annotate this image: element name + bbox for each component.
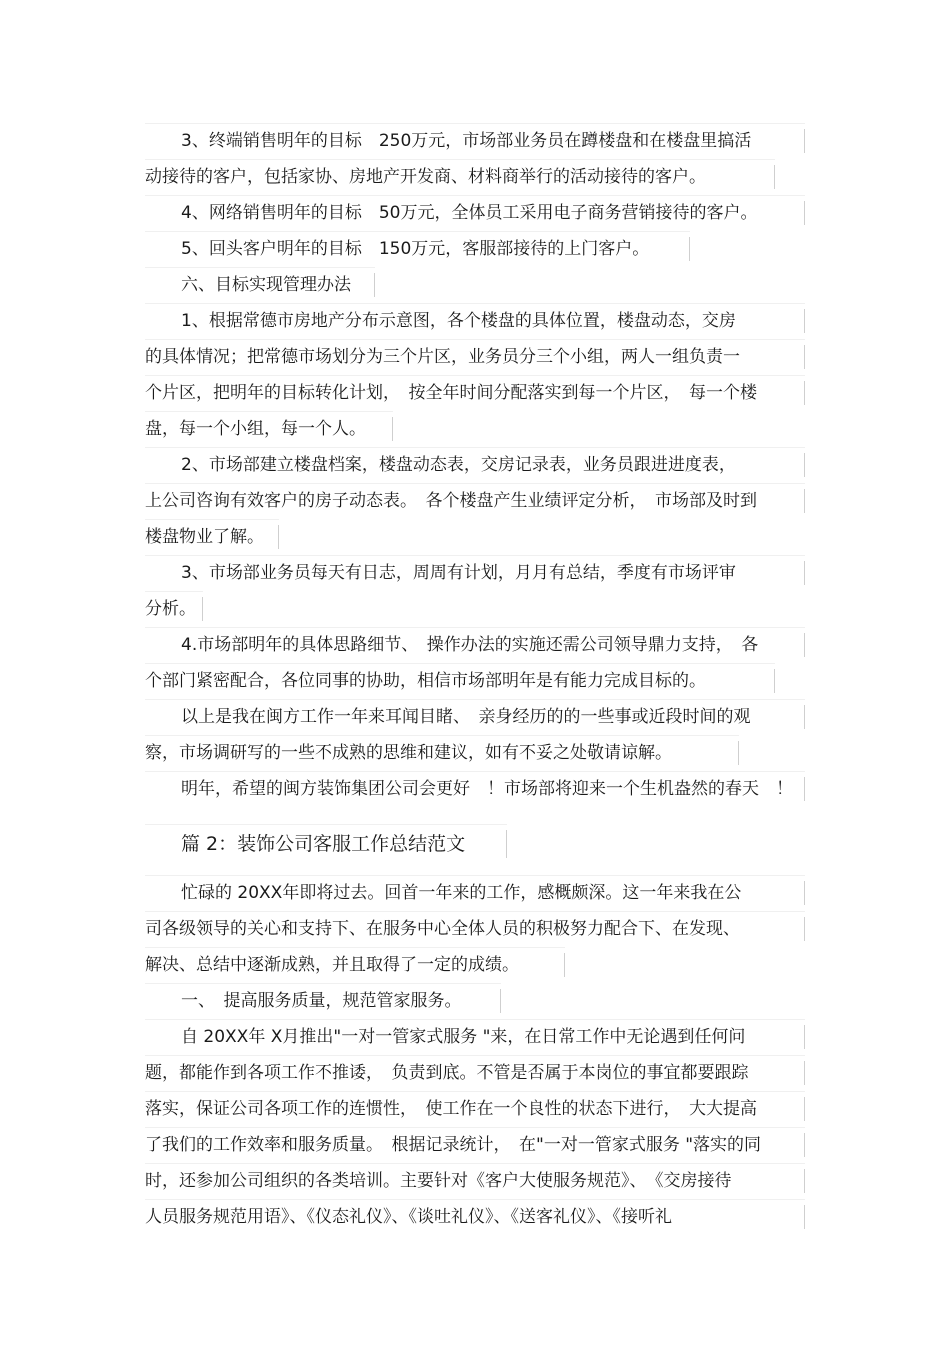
text-line: 司各级领导的关心和支持下、在服务中心全体人员的积极努力配合下、在发现、	[145, 911, 805, 947]
text-line: 人员服务规范用语》、《仪态礼仪》、《谈吐礼仪》、《送客礼仪》、《接听礼	[145, 1199, 805, 1235]
text-line: 3、终端销售明年的目标 250万元，市场部业务员在蹲楼盘和在楼盘里搞活	[145, 123, 805, 159]
text-line: 5、回头客户明年的目标 150万元，客服部接待的上门客户。	[145, 231, 690, 267]
text-line: 题，都能作到各项工作不推诿， 负责到底。不管是否属于本岗位的事宜都要跟踪	[145, 1055, 805, 1091]
text-line: 1、根据常德市房地产分布示意图，各个楼盘的具体位置，楼盘动态，交房	[145, 303, 805, 339]
text-line: 的具体情况；把常德市场划分为三个片区，业务员分三个小组，两人一组负责一	[145, 339, 805, 375]
text-line: 解决、总结中逐渐成熟，并且取得了一定的成绩。	[145, 947, 565, 983]
text-line: 楼盘物业了解。	[145, 519, 279, 555]
text-line: 个片区，把明年的目标转化计划， 按全年时间分配落实到每一个片区， 每一个楼	[145, 375, 805, 411]
text-line: 察，市场调研写的一些不成熟的思维和建议，如有不妥之处敬请谅解。	[145, 735, 739, 771]
text-line: 自 20XX年 X月推出"一对一管家式服务 "来，在日常工作中无论遇到任何问	[145, 1019, 805, 1055]
text-line: 忙碌的 20XX年即将过去。回首一年来的工作，感概颇深。这一年来我在公	[145, 875, 805, 911]
text-line: 盘，每一个小组，每一个人。	[145, 411, 393, 447]
text-line: 落实，保证公司各项工作的连惯性， 使工作在一个良性的状态下进行， 大大提高	[145, 1091, 805, 1127]
text-line: 上公司咨询有效客户的房子动态表。 各个楼盘产生业绩评定分析， 市场部及时到	[145, 483, 805, 519]
article-title: 篇 2：装饰公司客服工作总结范文	[145, 824, 507, 864]
text-line: 3、市场部业务员每天有日志，周周有计划，月月有总结，季度有市场评审	[145, 555, 805, 591]
text-line: 个部门紧密配合，各位同事的协助，相信市场部明年是有能力完成目标的。	[145, 663, 775, 699]
text-line: 4、网络销售明年的目标 50万元，全体员工采用电子商务营销接待的客户。	[145, 195, 805, 231]
text-line: 了我们的工作效率和服务质量。 根据记录统计， 在"一对一管家式服务 "落实的同	[145, 1127, 805, 1163]
text-line: 明年，希望的闽方装饰集团公司会更好 ！市场部将迎来一个生机盎然的春天 ！	[145, 771, 805, 807]
text-line: 2、市场部建立楼盘档案，楼盘动态表，交房记录表，业务员跟进进度表，	[145, 447, 805, 483]
text-line: 分析。	[145, 591, 203, 627]
text-line: 时，还参加公司组织的各类培训。主要针对《客户大使服务规范》、 《交房接待	[145, 1163, 805, 1199]
text-line: 动接待的客户，包括家协、房地产开发商、材料商举行的活动接待的客户。	[145, 159, 775, 195]
section-heading: 一、 提高服务质量，规范管家服务。	[145, 983, 501, 1019]
section-heading: 六、目标实现管理办法	[145, 267, 375, 303]
text-line: 以上是我在闽方工作一年来耳闻目睹、 亲身经历的的一些事或近段时间的观	[145, 699, 805, 735]
text-line: 4.市场部明年的具体思路细节、 操作办法的实施还需公司领导鼎力支持， 各	[145, 627, 805, 663]
